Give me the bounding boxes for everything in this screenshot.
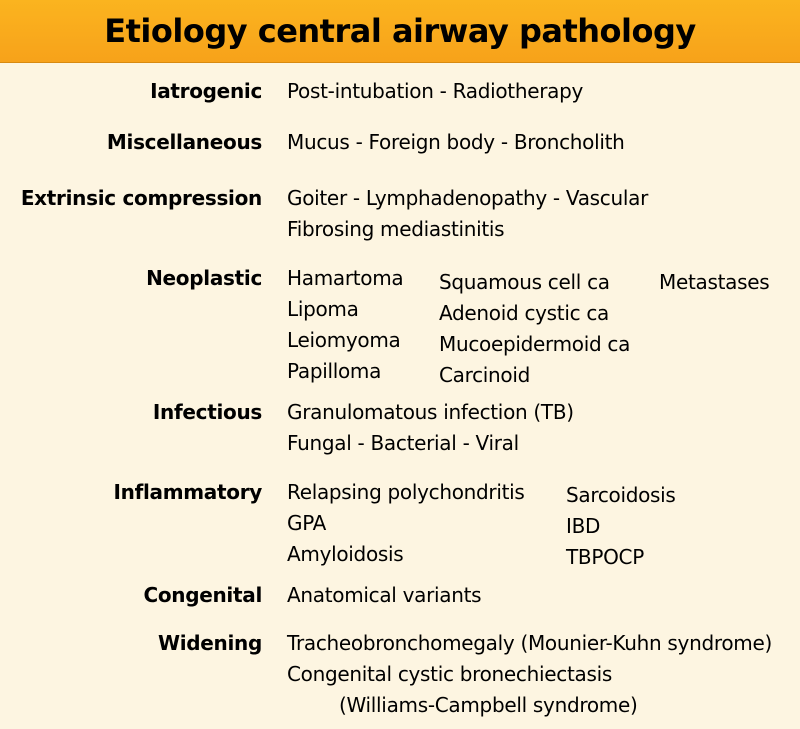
- inflammatory-item: Sarcoidosis: [566, 483, 676, 507]
- inflammatory-item: Relapsing polychondritis: [287, 480, 525, 504]
- category-extrinsic-compression: Extrinsic compression: [20, 186, 262, 210]
- congenital-line: Anatomical variants: [287, 583, 482, 607]
- category-neoplastic: Neoplastic: [146, 266, 262, 290]
- widening-line: Congenital cystic bronechiectasis: [287, 662, 612, 686]
- category-widening: Widening: [157, 631, 262, 655]
- neoplastic-malignant-item: Adenoid cystic ca: [439, 301, 610, 325]
- neoplastic-benign-item: Papilloma: [287, 359, 382, 383]
- category-congenital: Congenital: [143, 583, 262, 607]
- miscellaneous-line: Mucus - Foreign body - Broncholith: [287, 130, 625, 154]
- neoplastic-malignant-item: Squamous cell ca: [439, 270, 610, 294]
- inflammatory-item: IBD: [566, 514, 601, 538]
- neoplastic-malignant-item: Mucoepidermoid ca: [439, 332, 631, 356]
- widening-line: (Williams-Campbell syndrome): [339, 693, 638, 717]
- iatrogenic-line: Post-intubation - Radiotherapy: [287, 79, 584, 103]
- neoplastic-benign-item: Leiomyoma: [287, 328, 401, 352]
- category-iatrogenic: Iatrogenic: [150, 79, 262, 103]
- widening-line: Tracheobronchomegaly (Mounier-Kuhn syndrome): [287, 631, 772, 655]
- category-infectious: Infectious: [152, 400, 262, 424]
- infectious-line: Granulomatous infection (TB): [287, 400, 574, 424]
- inflammatory-item: GPA: [287, 511, 327, 535]
- neoplastic-benign-item: Lipoma: [287, 297, 359, 321]
- page-title: Etiology central airway pathology: [104, 12, 696, 50]
- neoplastic-benign-item: Hamartoma: [287, 266, 404, 290]
- extrinsic-line: Fibrosing mediastinitis: [287, 217, 505, 241]
- category-inflammatory: Inflammatory: [113, 480, 262, 504]
- title-banner: [0, 0, 800, 63]
- neoplastic-malignant-item: Carcinoid: [439, 363, 531, 387]
- inflammatory-item: TBPOCP: [566, 545, 644, 569]
- category-miscellaneous: Miscellaneous: [106, 130, 262, 154]
- extrinsic-line: Goiter - Lymphadenopathy - Vascular: [287, 186, 649, 210]
- infectious-line: Fungal - Bacterial - Viral: [287, 431, 519, 455]
- neoplastic-metastases-item: Metastases: [659, 270, 770, 294]
- inflammatory-item: Amyloidosis: [287, 542, 404, 566]
